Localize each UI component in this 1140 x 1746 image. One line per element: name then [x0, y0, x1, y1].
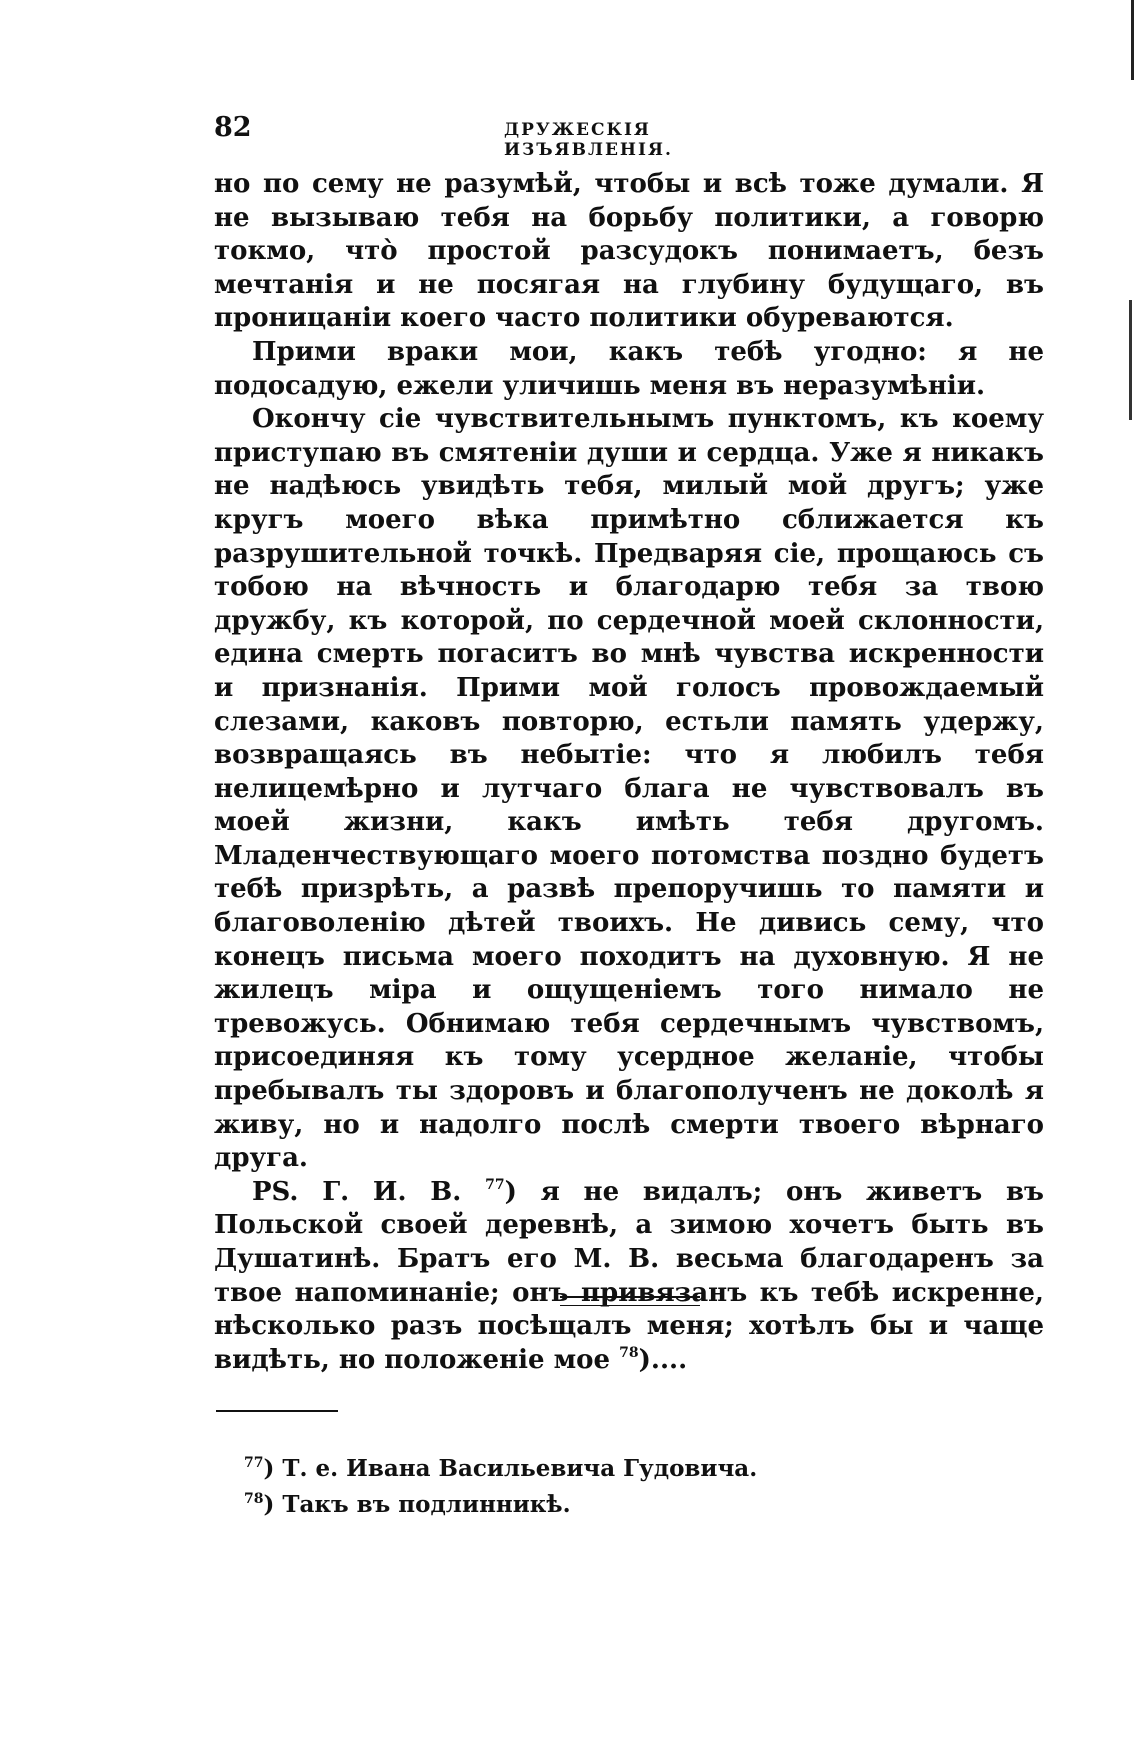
footnote-rule — [216, 1410, 338, 1412]
page-number: 82 — [214, 112, 252, 143]
paragraph-1: но по сему не разумѣй, чтобы и всѣ тоже думали. Я не вызываю тебя на борьбу политики, а говорю токмо, что̀ простой разсудокъ понимаетъ, безъ мечтанія и не посягая на глубину будущаго, въ проницаніи коего часто политики обуреваются. — [214, 169, 1044, 334]
footnote-mark: 77 — [244, 1455, 264, 1471]
postscript-start: PS. Г. И. В. — [252, 1176, 462, 1207]
running-title: ДРУЖЕСКІЯ ИЗЪЯВЛЕНІЯ. — [504, 120, 673, 160]
footnote-ref-77: 77 — [485, 1176, 505, 1193]
footnote-text: ) Такъ въ подлинникѣ. — [263, 1491, 571, 1518]
body-text — [214, 168, 1044, 1377]
footnote-mark: 78 — [244, 1491, 264, 1507]
paragraph-postscript — [214, 1176, 1044, 1378]
footnotes — [244, 1448, 1004, 1520]
section-separator — [560, 1296, 700, 1306]
footnote-text: ) Т. е. Ивана Васильевича Гудовича. — [263, 1455, 758, 1482]
postscript-end: ).... — [638, 1344, 688, 1375]
footnote — [244, 1484, 1004, 1520]
scan-edge-mark — [1129, 300, 1132, 420]
page-header — [214, 112, 814, 160]
footnote — [244, 1448, 1004, 1484]
postscript-middle: ) я не видалъ; онъ живетъ въ Польской своей деревнѣ, а зимою хочетъ быть въ Душатинѣ. Братъ его М. В. весьма благодаренъ за твое напоминаніе; онъ привязанъ къ тебѣ искренне, нѣсколько разъ посѣщалъ меня; хотѣлъ бы и чаще видѣть, но положеніе мое — [214, 1176, 1044, 1375]
scan-edge-mark — [1131, 0, 1134, 80]
paragraph-3: Окончу сіе чувствительнымъ пунктомъ, къ коему приступаю въ смятеніи души и сердца. Уже я никакъ не надѣюсь увидѣть тебя, милый мой другъ; уже кругъ моего вѣка примѣтно сближается къ разрушительной точкѣ. Предваряя сіе, прощаюсь съ тобою на вѣчность и благодарю тебя за твою дружбу, къ которой, по сердечной моей склонности, едина смерть погаситъ во мнѣ чувства искренности и признанія. Прими мой голосъ провождаемый слезами, каковъ повторю, естьли память удержу, возвращаясь въ небытіе: что я любилъ тебя нелицемѣрно и лутчаго блага не чувствовалъ въ моей жизни, какъ имѣть тебя другомъ. Младенчествующаго моего потомства поздно будетъ тебѣ призрѣть, а развѣ препоручишь то памяти и благоволенію дѣтей твоихъ. Не дивись сему, что конецъ письма моего походитъ на духовную. Я не жилецъ міра и ощущеніемъ того нимало не тревожусь. Обнимаю тебя сердечнымъ чувствомъ, присоединяя къ тому усердное желаніе, чтобы пребывалъ ты здоровъ и благополученъ не доколѣ я живу, но и надолго послѣ смерти твоего вѣрнаго друга. — [214, 404, 1044, 1174]
footnote-ref-78: 78 — [619, 1344, 639, 1361]
paragraph-2: Прими враки мои, какъ тебѣ угодно: я не подосадую, ежели уличишь меня въ неразумѣніи. — [214, 336, 1044, 401]
